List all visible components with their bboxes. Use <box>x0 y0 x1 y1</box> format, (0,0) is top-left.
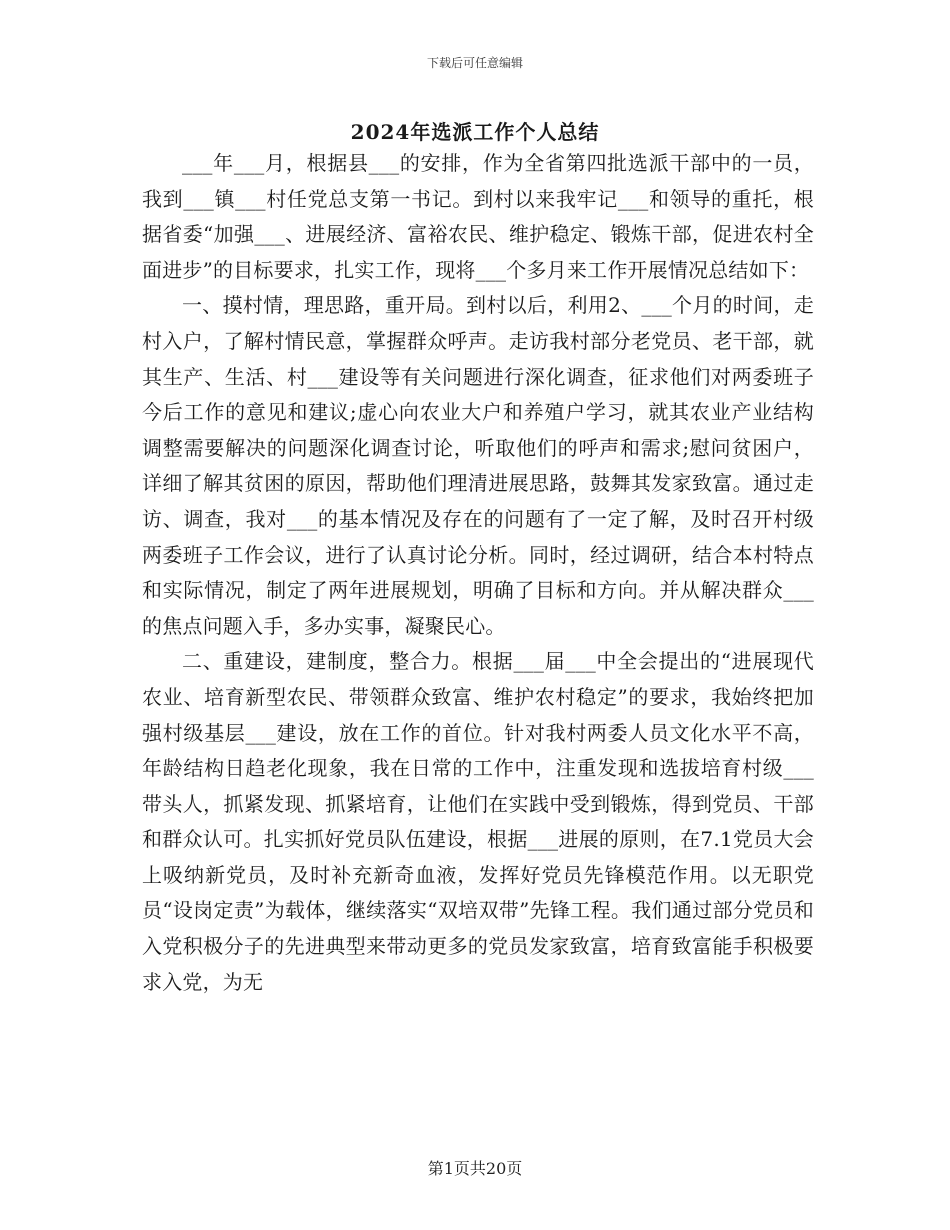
paragraph-section-2: 二、重建设，建制度，整合力。根据___届___中全会提出的“进展现代农业、培育新型农民、带领群众致富、维护农村稳定”的要求，我始终把加强村级基层___建设，放在工作的首位。针对我村两委人员文化水平不高，年龄结构日趋老化现象，我在日常的工作中，注重发现和选拔培育村级___带头人，抓紧发现、抓紧培育，让他们在实践中受到锻炼，得到党员、干部和群众认可。扎实抓好党员队伍建设，根据___进展的原则，在7.1党员大会上吸纳新党员，及时补充新奇血液，发挥好党员先锋模范作用。以无职党员“设岗定责”为载体，继续落实“双培双带”先锋工程。我们通过部分党员和入党积极分子的先进典型来带动更多的党员发家致富，培育致富能手积极要求入党，为无 <box>142 649 814 994</box>
document-body <box>142 146 814 1000</box>
document-title: 2024年选派工作个人总结 <box>350 120 600 144</box>
header-note: 下载后可任意编辑 <box>426 56 523 70</box>
paragraph-section-1: 一、摸村情，理思路，重开局。到村以后，利用2、___个月的时间，走村入户，了解村情民意，掌握群众呼声。走访我村部分老党员、老干部，就其生产、生活、村___建设等有关问题进行深化调查，征求他们对两委班子今后工作的意见和建议;虚心向农业大户和养殖户学习，就其农业产业结构调整需要解决的问题深化调查讨论，听取他们的呼声和需求;慰问贫困户，详细了解其贫困的原因，帮助他们理清进展思路，鼓舞其发家致富。通过走访、调查，我对___的基本情况及存在的问题有了一定了解，及时召开村级两委班子工作会议，进行了认真讨论分析。同时，经过调研，结合本村特点和实际情况，制定了两年进展规划，明确了目标和方向。并从解决群众___的焦点问题入手，多办实事，凝聚民心。 <box>142 293 814 638</box>
page-footer: 第1页共20页 <box>427 1159 523 1178</box>
paragraph-intro: ___年___月，根据县___的安排，作为全省第四批选派干部中的一员，我到___镇___村任党总支第一书记。到村以来我牢记___和领导的重托，根据省委“加强___、进展经济、富裕农民、维护稳定、锻炼干部，促进农村全面进步”的目标要求，扎实工作，现将___个多月来工作开展情况总结如下： <box>142 151 814 282</box>
